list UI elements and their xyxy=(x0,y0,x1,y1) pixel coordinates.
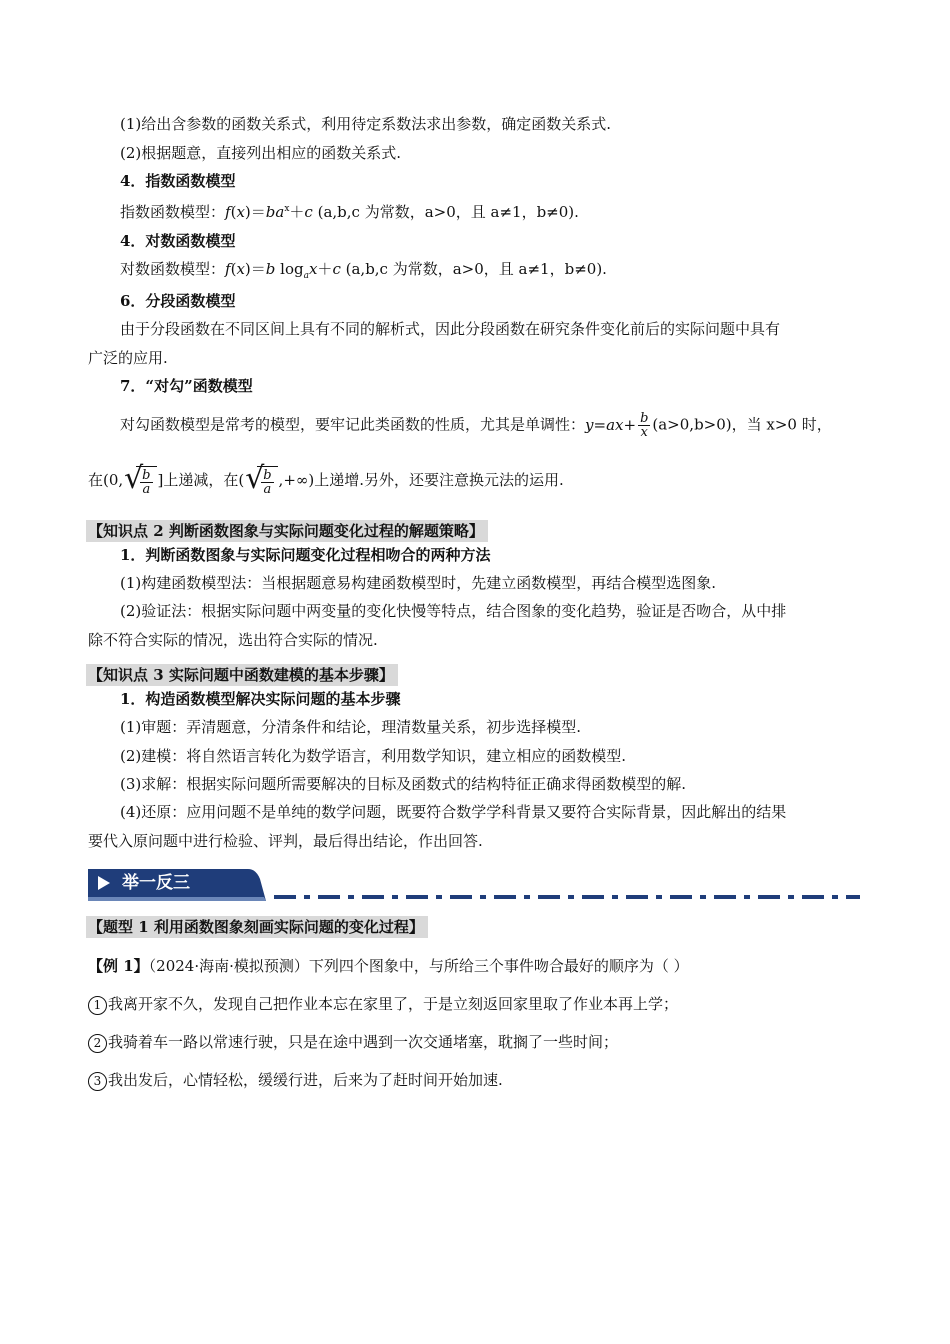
kp2-paragraph-2a: (2)验证法：根据实际问题中两变量的变化快慢等特点，结合图象的变化趋势，验证是否吻合，从中排 xyxy=(120,602,787,620)
event-2 xyxy=(88,1031,618,1053)
heading-log-model: 4．对数函数模型 xyxy=(120,232,236,250)
banner-title: 举一反三 xyxy=(122,873,190,893)
piecewise-line-2: 广泛的应用. xyxy=(88,349,168,367)
log-formula: f(x)＝b $\log_ax+c$ xyxy=(225,260,341,281)
kp3-step-2: (2)建模：将自然语言转化为数学语言，利用数学知识，建立相应的函数模型. xyxy=(120,747,627,765)
hook-text-d: ]上递减，在( xyxy=(157,471,245,489)
kp3-step-3: (3)求解：根据实际问题所需要解决的目标及函数式的结构特征正确求得函数模型的解. xyxy=(120,775,687,793)
circled-number-2: 2 xyxy=(88,1034,107,1053)
kp3-heading: 1．构造函数模型解决实际问题的基本步骤 xyxy=(120,690,401,708)
hook-text-a: 对勾函数模型是常考的模型，要牢记此类函数的性质，尤其是单调性： xyxy=(120,415,586,434)
heading-hook-model: 7．“对勾”函数模型 xyxy=(120,377,253,395)
heading-piecewise-model: 6．分段函数模型 xyxy=(120,292,236,310)
kp2-heading: 1．判断函数图象与实际问题变化过程相吻合的两种方法 xyxy=(120,546,491,564)
sqrt-b-over-a-1: √ $\frac{b}{a}$ xyxy=(124,466,156,496)
paragraph-2: (2)根据题意，直接列出相应的函数关系式. xyxy=(120,144,402,162)
log-model-line xyxy=(120,258,607,287)
kp3-step-4b: 要代入原问题中进行检验、评判，最后得出结论，作出回答. xyxy=(88,832,483,850)
paragraph-1: (1)给出含参数的函数关系式，利用待定系数法求出参数，确定函数关系式. xyxy=(120,115,612,133)
exp-tail: (a,b,c 为常数，a>0，且 a≠1，b≠0). xyxy=(317,203,579,221)
heading-exp-model: 4．指数函数模型 xyxy=(120,172,236,190)
banner-dashed-rule xyxy=(274,895,860,899)
hook-text-e: ,+∞)上递增.另外，还要注意换元法的运用. xyxy=(278,471,564,489)
example-1-text: （2024·海南·模拟预测）下列四个图象中，与所给三个事件吻合最好的顺序为（ ） xyxy=(148,957,689,975)
exp-label: 指数函数模型： xyxy=(120,203,226,221)
event-2-text: 我骑着车一路以常速行驶，只是在途中遇到一次交通堵塞，耽搁了一些时间； xyxy=(108,1033,619,1051)
kp3-step-4a: (4)还原：应用问题不是单纯的数学问题，既要符合数学学科背景又要符合实际背景，因此解出的结果 xyxy=(120,803,787,821)
hook-line-1 xyxy=(120,412,832,439)
event-3-text: 我出发后，心情轻松，缓缓行进，后来为了赶时间开始加速. xyxy=(108,1071,503,1089)
knowledge-point-2-header: 【知识点 2 判断函数图象与实际问题变化过程的解题策略】 xyxy=(86,520,488,542)
sqrt-b-over-a-2: √ $\frac{b}{a}$ xyxy=(245,466,277,496)
example-1-line xyxy=(88,955,689,977)
exp-model-line xyxy=(120,198,579,223)
question-type-1-header: 【题型 1 利用函数图象刻画实际问题的变化过程】 xyxy=(86,916,428,938)
hook-formula: y=ax+ $\frac{b}{x}$ xyxy=(585,411,649,440)
circled-number-1: 1 xyxy=(88,996,107,1015)
hook-text-c: 在(0, xyxy=(88,471,124,489)
circled-number-3: 3 xyxy=(88,1072,107,1091)
hook-line-2 xyxy=(88,461,564,497)
exp-formula: $f(x)=ba^x+c$ xyxy=(225,203,313,221)
knowledge-point-3-header: 【知识点 3 实际问题中函数建模的基本步骤】 xyxy=(86,664,398,686)
event-1-text: 我离开家不久，发现自己把作业本忘在家里了，于是立刻返回家里取了作业本再上学； xyxy=(108,995,679,1013)
hook-text-b: (a>0,b>0)，当 x>0 时， xyxy=(652,415,832,434)
practice-banner xyxy=(88,865,266,901)
log-tail: (a,b,c 为常数，a>0，且 a≠1，b≠0). xyxy=(345,260,607,278)
piecewise-line-1: 由于分段函数在不同区间上具有不同的解析式，因此分段函数在研究条件变化前后的实际问题中具有 xyxy=(120,320,781,338)
kp2-paragraph-1: (1)构建函数模型法：当根据题意易构建函数模型时，先建立函数模型，再结合模型选图象. xyxy=(120,574,717,592)
log-label: 对数函数模型： xyxy=(120,260,226,278)
event-3 xyxy=(88,1069,503,1091)
event-1 xyxy=(88,993,678,1015)
kp3-step-1: (1)审题：弄清题意，分清条件和结论，理清数量关系，初步选择模型. xyxy=(120,718,582,736)
example-1-tag: 【例 1】 xyxy=(88,957,149,975)
kp2-paragraph-2b: 除不符合实际的情况，选出符合实际的情况. xyxy=(88,631,378,649)
